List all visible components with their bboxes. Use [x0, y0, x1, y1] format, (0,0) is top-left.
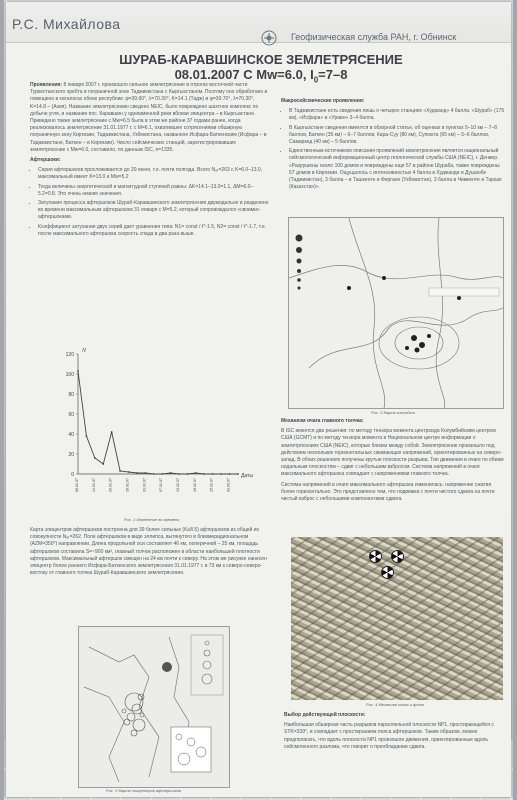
- fig3-caption: Рис. 3 Карта эпицентров афтершоков: [106, 788, 182, 793]
- list-item: • В Таджикистане есть сведения лишь о четырех станциях «Худжанд» 4 балла, «Шураб» (175 км), «Исфара» и «Уравн» 3–4 балла.: [289, 108, 506, 122]
- list-item: • Тогда величины энергетической и магнитудной ступеней равны: ΔK=14.1–13.0=1.1, ΔM=6.0–5.2=0.8. Это очень низкие значения.: [38, 184, 270, 198]
- list-item: • Серия афтершоков прослеживается до 20 июня, т.е. почти полгода. Всего Nₐₜ=263 с K=6.0–13.0, максимальный имеет K=13.0 и Mw=5.2: [38, 167, 270, 181]
- focal-mechanism-icon: [369, 550, 382, 563]
- mechanism-text-2: Система напряжений в очаге максимального афтершока изменилась: напряжение сжатия более горизонтально. Это представлено тем, что подвижка с почти чистого сдвига на почти чистый взброс с небольшими компонентами сдвига.: [281, 481, 495, 503]
- poster-header: [6, 2, 511, 43]
- fig4-caption: Рис. 4 Механизм очага и фото: [366, 702, 425, 707]
- x-tick-label: 13.02.07: [176, 478, 181, 492]
- aftershock-epicenter-map: [78, 626, 230, 788]
- isfara-batken-epicenter-icon: [162, 662, 172, 672]
- data-point: [77, 370, 79, 372]
- y-tick-label: 120: [65, 351, 74, 358]
- focal-mechanism-icon: [381, 566, 394, 579]
- x-tick-label: 03.03.07: [226, 478, 231, 492]
- data-point: [102, 463, 104, 465]
- aftershock-heading: Афтершоки:: [30, 157, 61, 164]
- data-point: [111, 431, 113, 433]
- choice-heading: Выбор действующей плоскости:: [284, 712, 366, 718]
- data-point: [144, 472, 146, 474]
- list-item: • Затухание процесса афтершоков Шураб-Каравшинского землетрясения двумодально и разделено во времени максимальным афтершоком 31 января с M=5.2, который сопровождался «своими» афтершоками.: [38, 200, 270, 222]
- title-line-2: 08.01.2007 С Mw=6.0, $I_0=7-8$: [174, 67, 348, 85]
- data-point: [237, 473, 239, 475]
- intensity-legend: [296, 235, 303, 290]
- x-tick-label: 01.02.07: [142, 478, 147, 492]
- data-point: [212, 473, 214, 475]
- right-column-text-top: [281, 98, 506, 194]
- x-tick-label: 25.02.07: [209, 478, 214, 492]
- organization-name: Геофизическая служба РАН, г. Обнинск: [291, 32, 457, 42]
- intro-paragraph: Проявления: 8 января 2007 г. произошло сильное землетрясение в отрогах восточной части Туркестанского хребта в пограничной зоне Таджикистана с Кыргызстаном. Поэтому оно обработано и помещено в каталогах обеих республик: φ=39.60°, λ=70.30°, K=14.1 (Тадж) и φ=39.70°, λ=70.30°, K=14.8 – (Азия). Название землетрясению сведено NEIC, было повреждено шахтное комплекс по добыче угля, и название пос. Каравшин у одноименной реки вблизи эпицентра – в Кыргызстане. Приведено также землетрясение с Mw=6.5 была в этом же районе 37 годами ранее, когда реализовалось землетрясение 31.01.1977 г. с M=6.1, охватившее сотрясениями обширную пограничную зону Киргизии, Таджикистана, Узбекистана, названное Исфара-Баткенским (Исфара – в Таджикистане, Баткен – в Киргизии). Число сейсмических станций, зарегистрировавших землетрясение с Mw=6.0, составило, по данным ISC, n=1335.: [30, 82, 268, 153]
- y-tick-label: 40: [68, 431, 74, 438]
- display-frame-left: [0, 0, 4, 800]
- epicenter-map-drawing: [79, 627, 229, 787]
- mechanism-section: [281, 418, 506, 506]
- fig1-caption: Рис. 1 Изменение во времени: [124, 517, 180, 522]
- data-point: [170, 472, 172, 474]
- data-point: [161, 473, 163, 475]
- left-column-text: [30, 82, 270, 241]
- poster: [6, 2, 511, 797]
- macro-heading: Макросейсмические проявления:: [281, 98, 365, 104]
- y-axis-label: N: [82, 348, 87, 354]
- choice-text: Наибольшая обширная часть разрывов параллельной плоскости NP1, простирающейся с STK=339°, и совпадает с простиранием пояса афтершоков. Таким образом, можно предполагать, что вдоль плоскости NP1 произошли движения, ориентированные вдоль сейсмогенного разлома, что говорит о преобладании сдвига.: [284, 722, 494, 750]
- x-axis-label: Даты: [241, 473, 253, 479]
- aftershock-series-line: [78, 371, 238, 474]
- data-point: [94, 457, 96, 459]
- macro-list: [289, 108, 506, 191]
- data-point: [86, 435, 88, 437]
- x-tick-label: 08.01.07: [75, 478, 79, 492]
- intro-heading: Проявления:: [30, 82, 63, 88]
- data-point: [119, 470, 121, 472]
- data-point: [178, 473, 180, 475]
- isoseismal-map: [288, 217, 504, 409]
- data-point: [220, 473, 222, 475]
- isoseismal-map-drawing: [289, 218, 503, 408]
- x-tick-label: 26.01.07: [125, 478, 130, 492]
- aftershock-list: [38, 167, 270, 238]
- y-tick-label: 60: [68, 411, 74, 418]
- data-point: [128, 471, 130, 473]
- mechanism-heading: Механизм очага главного толчка:: [281, 418, 364, 424]
- y-tick-label: 0: [71, 471, 74, 478]
- data-point: [229, 473, 231, 475]
- map-intro-paragraph: Карта эпицентров афтершоков построена для 39 более сильных (K≥8.5) афтершоков из общей их совокупности Nₐₜ=262. Поле афтершоков в виде эллипса, вытянутого в близмеридиональном (AZM=350°) направлении. Длина продольной оси составляет 46 км, поперечной – 25 км, площадь афтершоков составила S=~900 км², главный толчок расположен в области наибольшей плотности афтершоков. Максимальный афтершок смещен на 24 км почти к северу. На этом же рисунке нанесен эпицентр более раннего Исфара-Баткенского землетрясения 31.01.1977 г. в 73 км к северо-северо-востоку от главного толчка Шураб-Каравшинского землетрясения.: [30, 527, 267, 577]
- y-tick-label: 20: [68, 451, 74, 458]
- magnitude-legend: [202, 641, 212, 684]
- mechanism-text: В ISC имеется два решения: по методу тензора момента центроида Колумбийским центром США (GCMT) и по методу тензора момента в Национальном центре информации о землетрясениях США (NEIC), которые близки между собой. Землетрясение произошло под действием нескольких горизонтальных сжимающих напряжений, ориентированных на северо-запад. В обоих решениях получены крутые плоскости разрыва. Тип движения в очаге по обеим нодальным плоскостям – сдвиг с небольшим взбросом. Система напряжений в очаге максимального афтершока совпадает с напряжениями главного толчка.: [281, 428, 504, 478]
- x-tick-label: 20.01.07: [108, 478, 113, 492]
- data-point: [203, 473, 205, 475]
- y-tick-label: 80: [68, 391, 74, 398]
- author-name: Р.С. Михайлова: [12, 16, 121, 32]
- x-tick-label: 07.02.07: [159, 478, 164, 492]
- focal-mechanism-icon: [391, 550, 404, 563]
- data-point: [187, 473, 189, 475]
- list-item: • Единственным источником описания проявлений землетрясения является национальный сейсмологический информационный центр геологической службы США (NEIC), г. Денвер. «Разрушены около 100 домов и повреждены еще 57 в районе Шураба, также повреждены 57 домов в Киргизии. Ощущалось с интенсивностью 4 балла в Худжанде и Душанбе (Таджикистан), 3 балла – в Ташкенте и Фергане (Узбекистан), 3 балла в Чимкенте и Таразе (Казахстан)».: [289, 148, 506, 191]
- aftershock-count-chart: [56, 342, 266, 517]
- gs-ras-logo-icon: [261, 30, 277, 46]
- choice-section: [284, 712, 506, 754]
- fig2-caption: Рис. 2 Карта изосейст: [371, 410, 415, 415]
- intensity-points: [347, 276, 461, 353]
- y-tick-label: 100: [65, 371, 74, 378]
- title-line-1: ШУРАБ-КАРАВШИНСКОЕ ЗЕМЛЕТРЯСЕНИЕ: [119, 52, 403, 67]
- display-frame-right: [513, 0, 517, 800]
- list-item: • Коэффициент затухания двух серий дает уравнения типа: N1= const / t^-1.5, N2= const / t^-1.7, т.е. после максимального афтершока скорость спада в два раза выше.: [38, 224, 270, 238]
- x-tick-label: 19.02.07: [192, 478, 197, 492]
- data-point: [195, 472, 197, 474]
- data-point: [153, 473, 155, 475]
- list-item: • В Кыргызстане сведения имеются в обзорной статье, об оценках в пунктах 5–10 км – 7–8 баллов, Баткен (35 км) – 6–7 баллов, Кара-Суу (80 км), Сулюкта (65 км) – 5–6 баллов, Самаркнд (40 км) – 5 баллов.: [289, 125, 506, 147]
- data-point: [136, 472, 138, 474]
- x-tick-label: 14.01.07: [91, 478, 96, 492]
